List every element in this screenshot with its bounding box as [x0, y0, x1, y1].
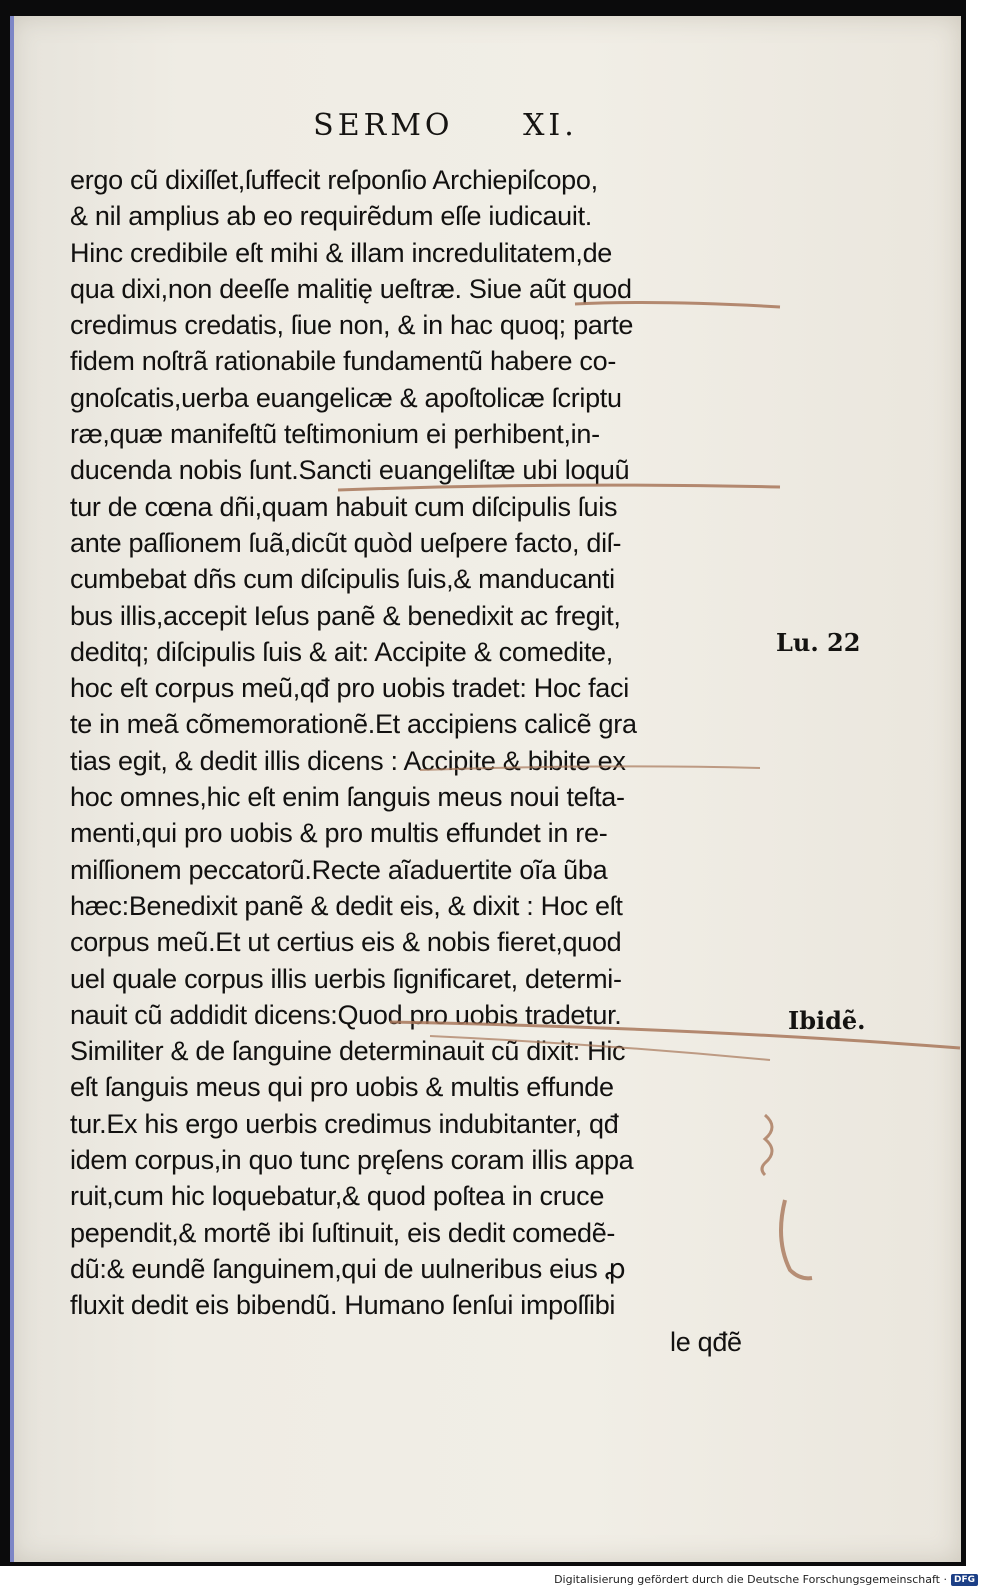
- text-line: hoc eſt corpus meũ,qđ pro uobis tradet: Hoc faci: [70, 673, 629, 704]
- text-line: gnoſcatis,uerba euangelicæ & apoſtolicæ ſcriptu: [70, 382, 622, 413]
- running-head-word: SERMO: [313, 108, 454, 143]
- margin-note-ibidem: Ibidẽ.: [788, 1006, 866, 1035]
- text-line: hoc omnes,hic eſt enim ſanguis meus noui teſta-: [70, 782, 625, 813]
- text-line: tias egit, & dedit illis dicens : Accipite & bibite ex: [70, 745, 626, 776]
- footer-credit: Digitalisierung gefördert durch die Deutsche Forschungsgemeinschaft ·: [554, 1573, 947, 1586]
- text-line: ante paſſionem ſuã,dicũt quòd ueſpere facto, diſ-: [70, 527, 622, 558]
- text-line: miſſionem peccatorũ.Recte aĩaduertite oĩa ũba: [70, 854, 608, 885]
- body-text: [70, 162, 770, 1360]
- text-line: cumbebat dñs cum diſcipulis ſuis,& manducanti: [70, 564, 615, 595]
- text-line: fidem noſtrã rationabile fundamentũ habere co-: [70, 346, 617, 377]
- text-line: fluxit dedit eis bibendũ. Humano ſenſui impoſſibi: [70, 1290, 616, 1321]
- book-page: [10, 16, 961, 1562]
- text-line: qua dixi,non deeſſe malitię ueſtræ. Siue aũt quod: [70, 273, 632, 304]
- text-line: Hinc credibile eſt mihi & illam incredulitatem,de: [70, 237, 613, 268]
- page-edge-tint: [10, 16, 14, 1562]
- text-line: credimus credatis, ſiue non, & in hac quoq; parte: [70, 310, 634, 341]
- text-line: ducenda nobis ſunt.Sancti euangeliſtæ ubi loquũ: [70, 455, 630, 486]
- text-line: ruit,cum hic loquebatur,& quod poſtea in cruce: [70, 1181, 605, 1212]
- text-line: Similiter & de ſanguine determinauit cũ dixit: Hic: [70, 1036, 626, 1067]
- text-line: nauit cũ addidit dicens:Quod pro uobis tradetur.: [70, 999, 622, 1030]
- digitization-footer: [554, 1573, 978, 1586]
- text-line: hæc:Benedixit panẽ & dedit eis, & dixit : Hoc eſt: [70, 890, 623, 921]
- running-head: [0, 108, 921, 143]
- text-line: uel quale corpus illis uerbis ſignificaret, determi-: [70, 963, 622, 994]
- text-line: menti,qui pro uobis & pro multis effundet in re-: [70, 818, 608, 849]
- text-line: ergo cũ dixiſſet,ſuffecit reſponſio Archiepiſcopo,: [70, 165, 598, 195]
- text-line: dũ:& eundẽ ſanguinem,qui de uulneribus eius ꝓ: [70, 1253, 626, 1284]
- text-line: idem corpus,in quo tunc pręſens coram illis appa: [70, 1145, 634, 1176]
- dfg-logo: DFG: [951, 1574, 978, 1586]
- text-line: ræ,quæ manifeſtũ teſtimonium ei perhibent,in-: [70, 419, 600, 450]
- text-line: tur.Ex his ergo uerbis credimus indubitanter, qđ: [70, 1108, 619, 1139]
- text-line: bus illis,accepit Ieſus panẽ & benedixit ac fregit,: [70, 600, 621, 631]
- text-line: eſt ſanguis meus qui pro uobis & multis effunde: [70, 1072, 614, 1103]
- text-line: pependit,& mortẽ ibi ſuſtinuit, eis dedit comedẽ-: [70, 1217, 616, 1248]
- text-line: corpus meũ.Et ut certius eis & nobis fieret,quod: [70, 927, 622, 958]
- margin-note-luke: Lu. 22: [776, 628, 861, 657]
- running-head-numeral: XI.: [523, 108, 578, 143]
- catchword: le qđẽ: [670, 1326, 742, 1357]
- text-line: & nil amplius ab eo requirẽdum eſſe iudicauit.: [70, 201, 592, 232]
- text-line: te in meã cõmemorationẽ.Et accipiens calicẽ gra: [70, 709, 637, 740]
- text-line: deditq; diſcipulis ſuis & ait: Accipite & comedite,: [70, 636, 613, 667]
- text-line: tur de cœna dñi,quam habuit cum diſcipulis ſuis: [70, 491, 618, 522]
